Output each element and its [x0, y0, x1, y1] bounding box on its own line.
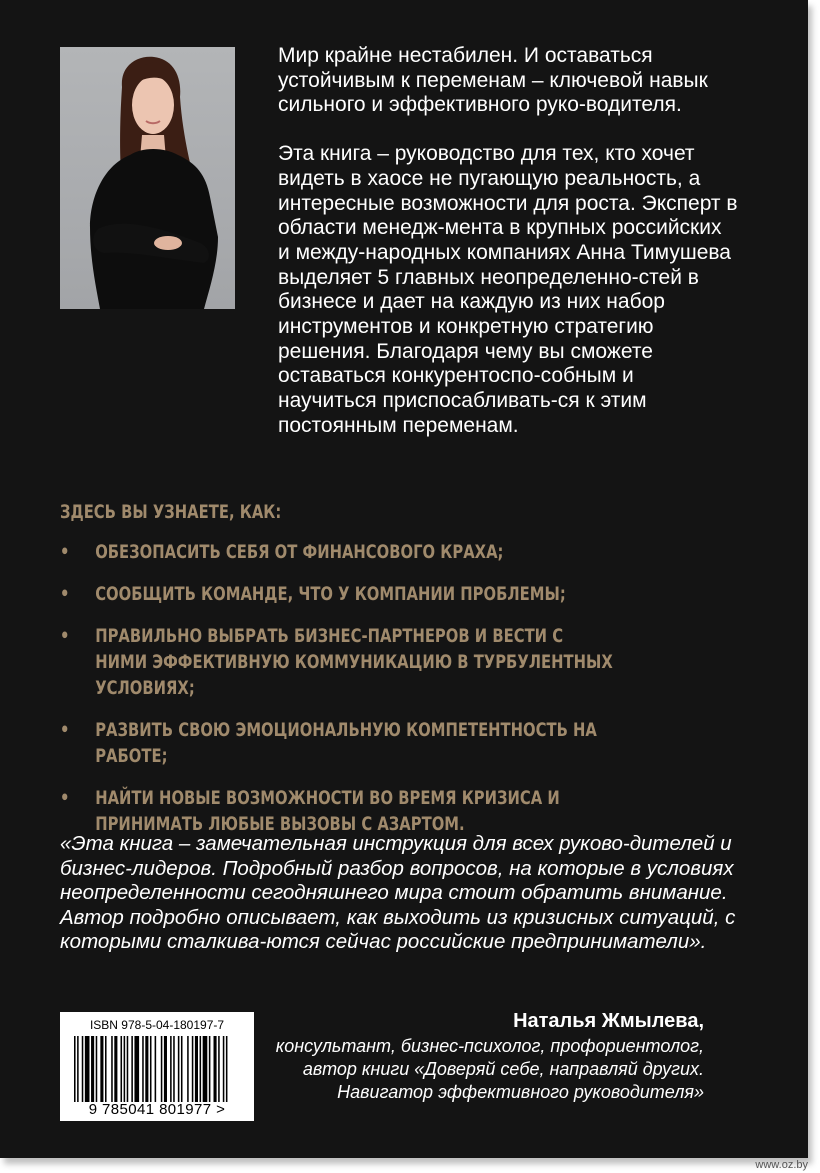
learn-item-text: НАЙТИ НОВЫЕ ВОЗМОЖНОСТИ ВО ВРЕМЯ КРИЗИСА И ПРИНИМАТЬ ЛЮБЫЕ ВЫЗОВЫ С АЗАРТОМ.	[95, 788, 560, 835]
bullet-icon: •	[60, 584, 70, 605]
barcode-bar	[77, 1036, 79, 1102]
barcode-bar	[85, 1036, 90, 1102]
barcode-bar	[195, 1036, 198, 1102]
reviewer-description: консультант, бизнес-психолог, профориентолог, автор книги «Доверяй себе, направляй других. Навигатор эффективного руководителя»	[275, 1036, 704, 1102]
bullet-icon: •	[60, 720, 70, 741]
barcode-bar	[192, 1036, 194, 1102]
learn-item-text: ОБЕЗОПАСИТЬ СЕБЯ ОТ ФИНАНСОВОГО КРАХА;	[95, 542, 504, 563]
learn-list-item	[60, 540, 620, 566]
description-paragraph-2: Эта книга – руководство для тех, кто хочет видеть в хаосе не пугающую реальность, а интересные возможности для роста. Эксперт в области менедж-мента в крупных российских и между-народных компаниях Анна Тимушева выделяет 5 главных неопределенно-стей в бизнесе и дает на каждую из них набор инструментов и конкретную стратегию решения. Благодаря чему вы сможете оставаться конкурентоспо-собным и научиться приспосабливать-ся к этим постоянным переменам.	[278, 142, 738, 437]
author-photo	[60, 47, 235, 309]
barcode-bar	[223, 1036, 225, 1102]
barcode-bar	[127, 1036, 129, 1102]
barcode-bar	[187, 1036, 189, 1102]
learn-heading: ЗДЕСЬ ВЫ УЗНАЕТЕ, КАК:	[60, 502, 282, 523]
barcode-bar	[124, 1036, 126, 1102]
barcode-bar	[111, 1036, 113, 1102]
barcode-bar	[82, 1036, 84, 1102]
learn-list	[60, 540, 620, 838]
barcode-bar	[181, 1036, 183, 1102]
description-paragraph-1: Мир крайне нестабилен. И оставаться устойчивым к переменам – ключевой навык сильного и эффективного руко-водителя.	[278, 44, 708, 117]
bullet-icon: •	[60, 542, 70, 563]
learn-item-text: ПРАВИЛЬНО ВЫБРАТЬ БИЗНЕС-ПАРТНЕРОВ И ВЕСТИ С НИМИ ЭФФЕКТИВНУЮ КОММУНИКАЦИЮ В ТУРБУЛЕНТНЫХ УСЛОВИЯХ;	[95, 626, 613, 699]
learn-list-item	[60, 786, 620, 838]
learn-list-item	[60, 624, 620, 702]
barcode-bar	[114, 1036, 117, 1102]
barcode-bars	[60, 1034, 254, 1104]
barcode-bar	[142, 1036, 144, 1102]
reviewer-name: Наталья Жмылева,	[513, 1010, 704, 1032]
barcode-bar	[74, 1036, 76, 1102]
barcode-bar	[209, 1036, 211, 1102]
barcode-bar	[100, 1036, 103, 1102]
barcode-bar	[218, 1036, 220, 1102]
learn-list-item	[60, 718, 620, 770]
barcode-digits: 9 785041 801977 >	[88, 1101, 226, 1118]
barcode-bar	[226, 1036, 228, 1102]
barcode-bar	[105, 1036, 107, 1102]
watermark: www.oz.by	[755, 1159, 808, 1171]
barcode-bar	[170, 1036, 172, 1102]
book-description	[278, 44, 738, 439]
barcode-bar	[203, 1036, 208, 1102]
barcode-bar	[134, 1036, 139, 1102]
barcode-bar	[173, 1036, 175, 1102]
barcode-bar	[121, 1036, 123, 1102]
isbn-number: ISBN 978-5-04-180197-7	[89, 1018, 225, 1032]
bullet-icon: •	[60, 788, 70, 809]
learn-list-item	[60, 582, 620, 608]
bullet-icon: •	[60, 626, 70, 647]
reviewer-block	[264, 1009, 704, 1104]
barcode-bar	[200, 1036, 202, 1102]
learn-section	[60, 500, 620, 854]
barcode-bar	[161, 1036, 163, 1102]
review-quote: «Эта книга – замечательная инструкция для всех руково-дителей и бизнес-лидеров. Подробный разбор вопросов, на которые в условиях неопределенности сегодняшнего мира стоит обратить внимание. Автор подробно описывает, как выходить из кризисных ситуаций, с которыми сталкива-ются сейчас российские предприниматели».	[60, 832, 736, 953]
barcode-bar	[164, 1036, 167, 1102]
barcode-bar	[145, 1036, 148, 1102]
barcode-bar	[150, 1036, 152, 1102]
learn-item-text: СООБЩИТЬ КОМАНДЕ, ЧТО У КОМПАНИИ ПРОБЛЕМЫ;	[95, 584, 566, 605]
barcode-bar	[131, 1036, 133, 1102]
barcode-bar	[91, 1036, 94, 1102]
barcode-bar	[155, 1036, 157, 1102]
barcode-bar	[214, 1036, 217, 1102]
learn-item-text: РАЗВИТЬ СВОЮ ЭМОЦИОНАЛЬНУЮ КОМПЕТЕНТНОСТЬ НА РАБОТЕ;	[95, 720, 597, 767]
barcode-bar	[96, 1036, 98, 1102]
isbn-barcode	[60, 1012, 254, 1121]
barcode-bar	[178, 1036, 180, 1102]
